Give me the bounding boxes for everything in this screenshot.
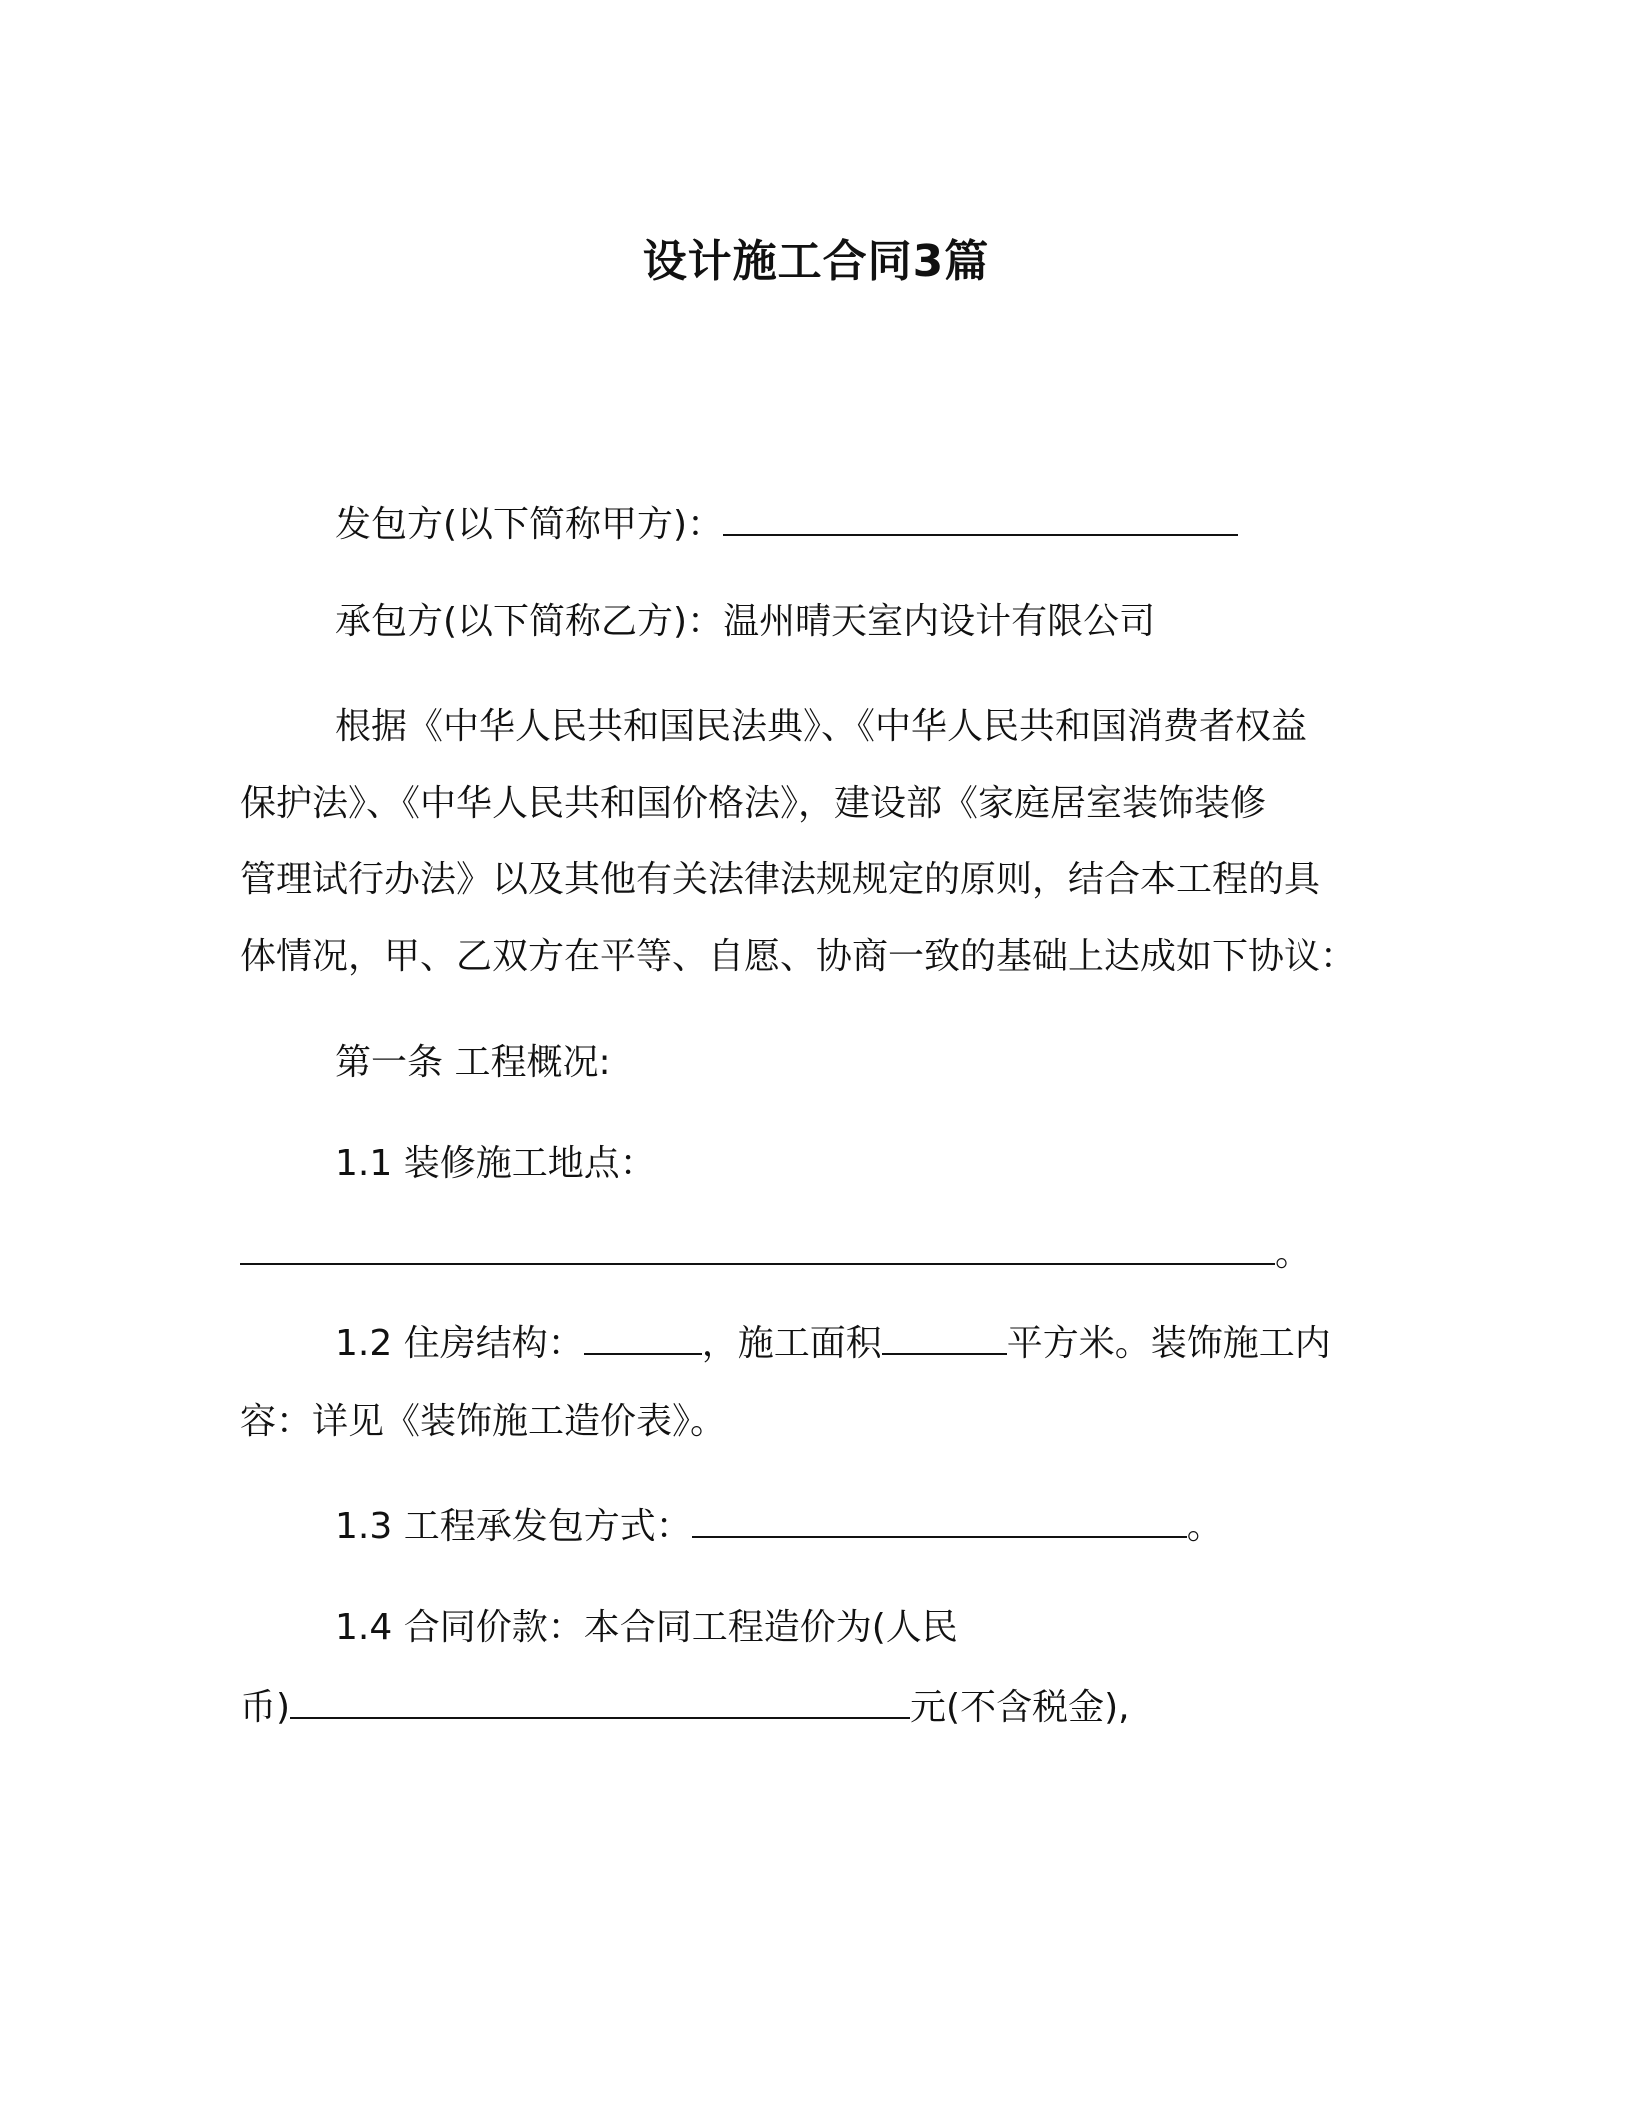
preamble-line-1: 根据《中华人民共和国民法典》、《中华人民共和国消费者权益: [335, 706, 1308, 747]
item-1-4-currency: 币): [240, 1687, 291, 1728]
item-1-1-line: [240, 1232, 1311, 1276]
site-address-blank[interactable]: [240, 1233, 1275, 1265]
structure-blank[interactable]: [584, 1323, 702, 1355]
item-1-1-label: 1.1 装修施工地点：: [335, 1143, 656, 1184]
item-1-3-end: 。: [1186, 1506, 1223, 1547]
preamble-line-4: 体情况，甲、乙双方在平等、自愿、协商一致的基础上达成如下协议：: [240, 936, 1357, 977]
party-a-label: 发包方(以下简称甲方)：: [335, 504, 724, 545]
item-1-3-line: [335, 1505, 1223, 1549]
item-1-2-label: 1.2 住房结构：: [335, 1323, 584, 1364]
item-1-1-end: 。: [1275, 1233, 1312, 1274]
item-1-2-line-2: 容：详见《装饰施工造价表》。: [240, 1401, 727, 1442]
party-b-line: 承包方(以下简称乙方)：温州晴天室内设计有限公司: [335, 601, 1156, 642]
party-a-blank[interactable]: [723, 504, 1238, 536]
article-1-heading: 第一条 工程概况:: [335, 1042, 611, 1083]
contract-method-blank[interactable]: [692, 1506, 1187, 1538]
item-1-4-line-2: [240, 1686, 1130, 1730]
party-a-line: [335, 503, 1238, 547]
contract-price-blank[interactable]: [290, 1687, 910, 1719]
item-1-4-line-1: 1.4 合同价款：本合同工程造价为(人民: [335, 1607, 958, 1648]
preamble-line-3: 管理试行办法》以及其他有关法律法规规定的原则，结合本工程的具: [240, 859, 1321, 900]
area-blank[interactable]: [882, 1323, 1007, 1355]
item-1-2-area-label: ，施工面积: [701, 1323, 882, 1364]
item-1-3-label: 1.3 工程承发包方式：: [335, 1506, 692, 1547]
preamble-line-2: 保护法》、《中华人民共和国价格法》，建设部《家庭居室装饰装修: [240, 783, 1267, 824]
item-1-2-line-1: [335, 1322, 1331, 1366]
item-1-2-unit: 平方米。装饰施工内: [1006, 1323, 1331, 1364]
document-title: 设计施工合同3篇: [642, 236, 990, 287]
item-1-4-tail: 元(不含税金),: [910, 1687, 1130, 1728]
